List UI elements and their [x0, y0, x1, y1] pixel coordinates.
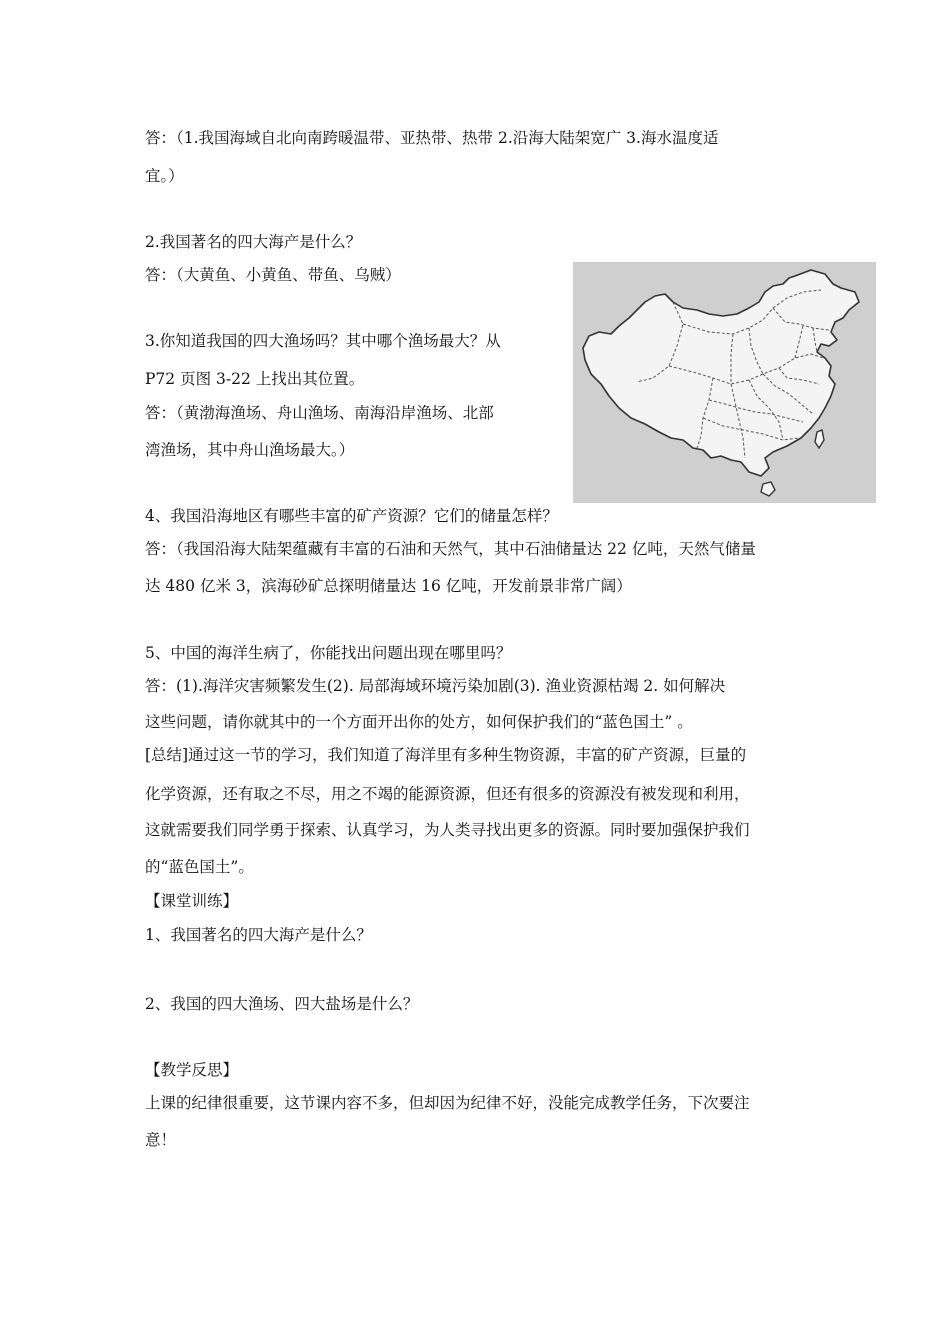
question-5: 5、中国的海洋生病了，你能找出问题出现在哪里吗？ — [145, 644, 512, 662]
answer-1-line-2: 宜。） — [145, 167, 184, 185]
question-3-line-1: 3.你知道我国的四大渔场吗？其中哪个渔场最大？从 — [145, 332, 501, 350]
answer-4-line-1: 答：（我国沿海大陆架蕴藏有丰富的石油和天然气，其中石油储量达 22 亿吨，天然气储量 — [145, 540, 756, 558]
reflection-line-2: 意！ — [145, 1131, 177, 1149]
china-outline-map — [573, 262, 876, 503]
answer-2: 答：（大黄鱼、小黄鱼、带鱼、乌贼） — [145, 266, 401, 284]
summary-line-2: 化学资源，还有取之不尽，用之不竭的能源资源，但还有很多的资源没有被发现和利用， — [145, 785, 750, 803]
taiwan-island — [815, 430, 824, 448]
summary-line-4: 的“蓝色国土”。 — [145, 858, 254, 876]
answer-4-line-2: 达 480 亿米 3，滨海砂矿总探明储量达 16 亿吨，开发前景非常广阔） — [145, 577, 632, 595]
answer-3-line-1: 答：（黄渤海渔场、舟山渔场、南海沿岸渔场、北部 — [145, 404, 494, 422]
answer-5-line-2: 这些问题，请你就其中的一个方面开出你的处方，如何保护我们的“蓝色国土” 。 — [145, 713, 693, 731]
answer-5-line-1: 答：(1).海洋灾害频繁发生(2). 局部海域环境污染加剧(3). 渔业资源枯竭 2. 如何解决 — [145, 677, 726, 695]
china-map-svg — [573, 262, 876, 503]
question-3-line-2: P72 页图 3-22 上找出其位置。 — [145, 370, 365, 388]
practice-question-1: 1、我国著名的四大海产是什么？ — [145, 926, 372, 944]
answer-1-line-1: 答：（1.我国海域自北向南跨暖温带、亚热带、热带 2.沿海大陆架宽广 3.海水温度适 — [145, 129, 719, 147]
question-2: 2.我国著名的四大海产是什么？ — [145, 233, 362, 251]
reflection-line-1: 上课的纪律很重要，这节课内容不多，但却因为纪律不好，没能完成教学任务，下次要注 — [145, 1094, 750, 1112]
reflection-heading: 【教学反思】 — [145, 1061, 239, 1079]
summary-line-1: [总结]通过这一节的学习，我们知道了海洋里有多种生物资源，丰富的矿产资源，巨量的 — [145, 746, 747, 764]
summary-line-3: 这就需要我们同学勇于探索、认真学习，为人类寻找出更多的资源。同时要加强保护我们 — [145, 821, 750, 839]
practice-heading: 【课堂训练】 — [145, 892, 239, 910]
practice-question-2: 2、我国的四大渔场、四大盐场是什么？ — [145, 995, 419, 1013]
hainan-island — [761, 482, 775, 496]
question-4: 4、我国沿海地区有哪些丰富的矿产资源？它们的储量怎样？ — [145, 507, 558, 525]
answer-3-line-2: 湾渔场，其中舟山渔场最大。） — [145, 441, 355, 459]
